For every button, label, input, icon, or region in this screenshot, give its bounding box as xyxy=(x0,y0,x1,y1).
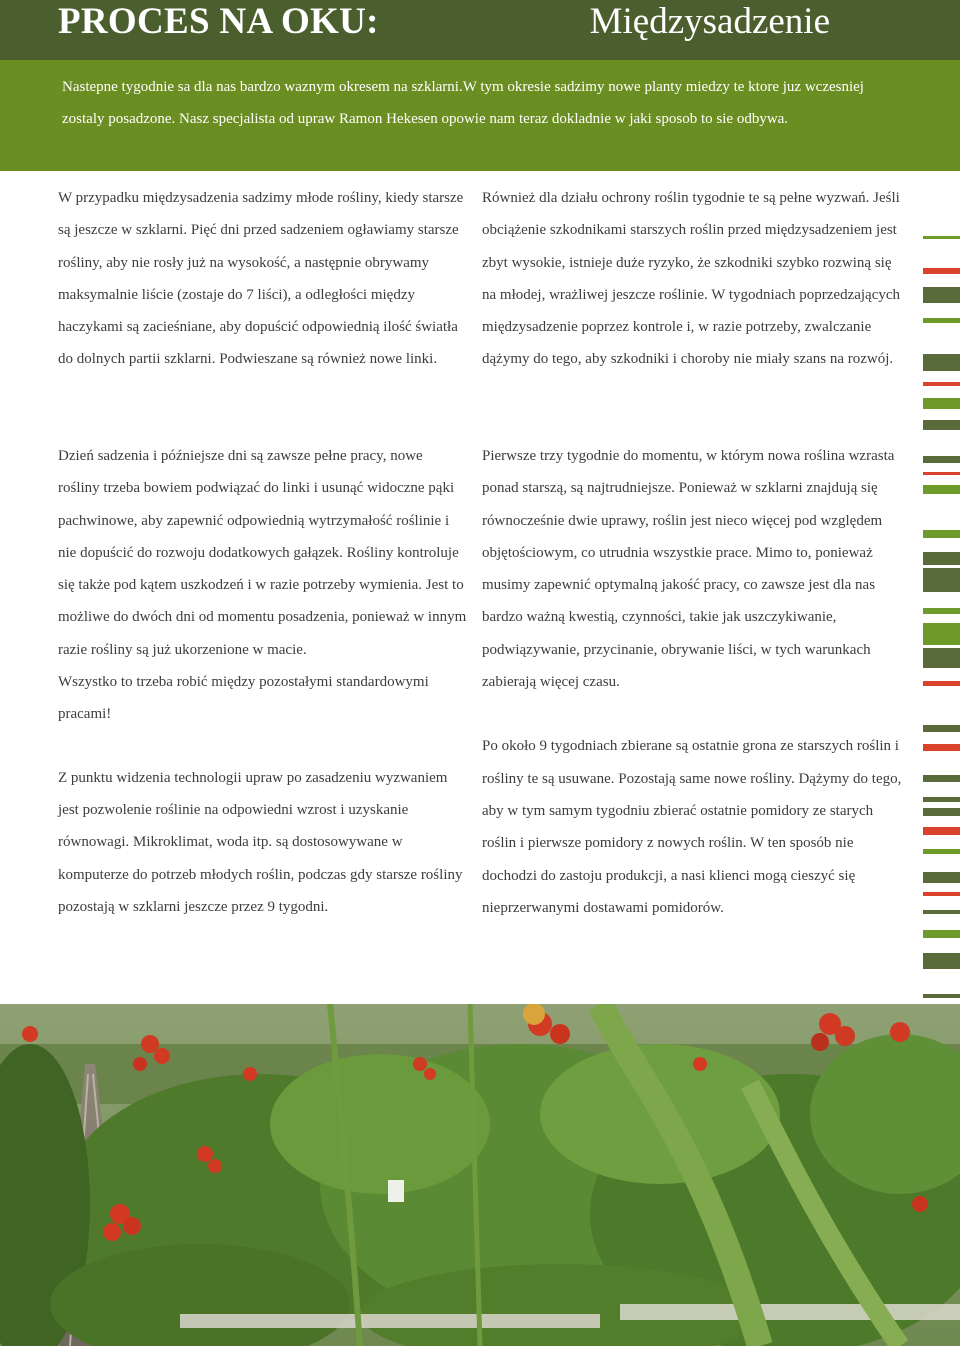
section2-left-paragraph-2: Wszystko to trzeba robić między pozostałymi standardowymi pracami! xyxy=(58,674,429,723)
stripe xyxy=(923,648,960,668)
section1-right-paragraph: Również dla działu ochrony roślin tygodnie te są pełne wyzwań. Jeśli obciążenie szkodnikami starszych roślin przed międzysadzeniem jest zbyt wysokie, istnieje duże ryzyko, że szkodniki szybko rozwiną się na młodej, wrażliwej jeszcze roślinie. W tygodniach poprzedzających międzysadzenie poprzez kontrole i, w razie potrzeby, zwalczanie dążymy do tego, aby szkodniki i choroby nie miały szans na rozwój. xyxy=(482,190,901,368)
stripe xyxy=(923,472,960,475)
stripe xyxy=(923,872,960,883)
stripe xyxy=(923,530,960,538)
section2-left-paragraph-1: Dzień sadzenia i późniejsze dni są zawsze pełne pracy, nowe rośliny trzeba bowiem podwiązać do linki i usunąć widoczne pąki pachwinowe, aby zapewnić odpowiednią wytrzymałość roślinie i nie dopuścić do rozwoju dodatkowych gałązek. Rośliny kontroluje się także pod kątem uszkodzeń i w razie potrzeby wymienia. Jest to możliwe do dwóch dni od momentu posadzenia, ponieważ w innym razie rośliny są już ukorzenione w macie. xyxy=(58,448,467,658)
page-title: PROCES NA OKU: xyxy=(58,1,379,42)
stripe xyxy=(923,744,960,751)
stripe xyxy=(923,953,960,969)
intro-text: Nastepne tygodnie sa dla nas bardzo waznym okresem na szklarni.W tym okresie sadzimy nowe planty miedzy te ktore juz wczesniej zostaly posadzone. Nasz specjalista od upraw Ramon Hekesen opowie nam teraz dokladnie w jaki sposob to sie odbywa. xyxy=(62,79,864,127)
stripe xyxy=(923,456,960,463)
stripe xyxy=(923,236,960,239)
decorative-stripes xyxy=(923,0,960,1000)
stripe xyxy=(923,398,960,409)
intro-band xyxy=(0,60,960,171)
stripe xyxy=(923,354,960,371)
section1-left-paragraph: W przypadku międzysadzenia sadzimy młode rośliny, kiedy starsze są jeszcze w szklarni. Pięć dni przed sadzeniem ogławiamy starsze rośliny, aby nie rosły już na wysokość, a następnie obrywamy maksymalnie liście (zostaje do 7 liści), a odległości między haczykami są zacieśniane, aby dopuścić odpowiednią ilość światła do dolnych partii szklarni. Podwieszane są również nowe linki. xyxy=(58,190,464,368)
section2-right-paragraph-1: Pierwsze trzy tygodnie do momentu, w którym nowa roślina wzrasta ponad starszą, są najtrudniejsze. Ponieważ w szklarni znajdują się równocześnie dwie uprawy, roślin jest nieco więcej pod względem objętościowym, co utrudnia wszystkie prace. Mimo to, ponieważ musimy zapewnić optymalną jakość pracy, co zawsze jest dla nas bardzo ważną kwestią, czynności, takie jak uszczykiwanie, podwiązywanie, przycinanie, obrywanie liści, w tych warunkach zabierają więcej czasu. xyxy=(482,448,895,691)
stripe xyxy=(923,623,960,645)
stripe xyxy=(923,797,960,802)
stripe xyxy=(923,775,960,782)
stripe xyxy=(923,552,960,565)
stripe xyxy=(923,725,960,732)
stripe xyxy=(923,849,960,854)
stripe xyxy=(923,420,960,430)
stripe xyxy=(923,268,960,274)
section1-right-column xyxy=(482,182,902,376)
greenhouse-tomato-photo xyxy=(0,1004,960,1346)
section1-left-column xyxy=(58,182,468,376)
stripe xyxy=(923,485,960,494)
stripe xyxy=(923,568,960,592)
stripe xyxy=(923,827,960,835)
stripe xyxy=(923,808,960,816)
stripe xyxy=(923,892,960,896)
stripe xyxy=(923,382,960,386)
header-bar xyxy=(0,0,960,60)
stripe xyxy=(923,608,960,614)
stripe xyxy=(923,910,960,914)
page-subtitle: Międzysadzenie xyxy=(589,1,830,42)
stripe xyxy=(923,318,960,323)
greenhouse-illustration xyxy=(0,1004,960,1346)
section2-right-paragraph-2: Po około 9 tygodniach zbierane są ostatnie grona ze starszych roślin i rośliny te są usuwane. Pozostają same nowe rośliny. Dążymy do tego, aby w tym samym tygodniu zbierać ostatnie pomidory ze starych roślin i pierwsze pomidory z nowych roślin. W ten sposób nie dochodzi do zastoju produkcji, a nasi klienci mogą cieszyć się nieprzerwanymi dostawami pomidorów. xyxy=(482,738,902,916)
stripe xyxy=(923,930,960,938)
stripe xyxy=(923,681,960,686)
stripe xyxy=(923,994,960,998)
stripe xyxy=(923,287,960,303)
section2-left-paragraph-3: Z punktu widzenia technologii upraw po zasadzeniu wyzwaniem jest pozwolenie roślinie na odpowiedni wzrost i uzyskanie równowagi. Mikroklimat, woda itp. są dostosowywane w komputerze do potrzeb młodych roślin, podczas gdy starsze rośliny pozostają w szklarni jeszcze przez 9 tygodni. xyxy=(58,769,463,915)
section2-left-column xyxy=(58,440,468,923)
section2-right-column xyxy=(482,440,902,924)
